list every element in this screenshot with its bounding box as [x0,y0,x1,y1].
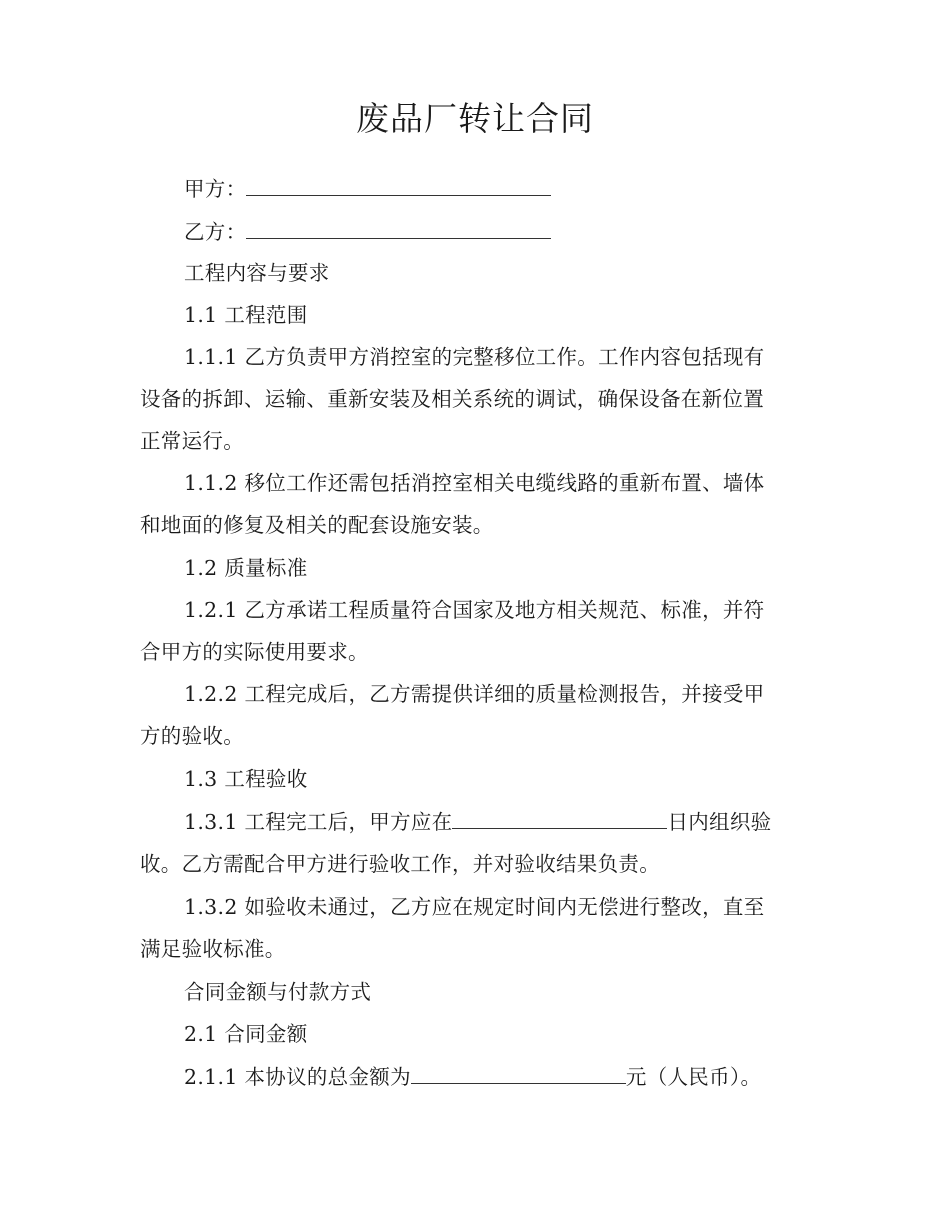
clause-1-3-2-line2: 满足验收标准。 [140,937,286,961]
clause-1-3-2-line1: 1.3.2 如验收未通过，乙方应在规定时间内无偿进行整改，直至 [184,895,765,919]
clause-1-1-2-line2: 和地面的修复及相关的配套设施安装。 [140,513,494,537]
clause-1-3-1-suffix: 日内组织验 [667,810,772,834]
clause-2-1-1-line1 [184,1063,761,1091]
section-1-3-heading: 1.3 工程验收 [184,767,308,791]
total-amount-blank[interactable] [411,1063,626,1084]
section-1-2-heading: 1.2 质量标准 [184,556,308,580]
section-2-heading: 合同金额与付款方式 [184,980,372,1004]
party-b-blank[interactable] [246,218,551,239]
clause-2-1-1-prefix: 2.1.1 本协议的总金额为 [184,1065,411,1089]
section-1-1-heading: 1.1 工程范围 [184,303,308,327]
clause-1-2-1-line1: 1.2.1 乙方承诺工程质量符合国家及地方相关规范、标准，并符 [184,598,765,622]
clause-1-3-1-line2: 收。乙方需配合甲方进行验收工作，并对验收结果负责。 [140,852,660,876]
party-a-line [184,175,551,203]
clause-1-3-1-prefix: 1.3.1 工程完工后，甲方应在 [184,810,453,834]
clause-1-2-2-line2: 方的验收。 [140,724,244,748]
section-1-heading: 工程内容与要求 [184,261,330,285]
clause-1-2-1-line2: 合甲方的实际使用要求。 [140,640,369,664]
clause-1-3-1-line1 [184,808,771,836]
clause-1-1-1-line1: 1.1.1 乙方负责甲方消控室的完整移位工作。工作内容包括现有 [184,345,765,369]
party-b-line [184,218,551,246]
document-title: 废品厂转让合同 [356,99,594,138]
clause-1-1-1-line2: 设备的拆卸、运输、重新安装及相关系统的调试，确保设备在新位置 [140,387,764,411]
party-b-label: 乙方： [184,220,247,244]
clause-2-1-1-suffix: 元（人民币）。 [625,1065,762,1089]
acceptance-days-blank[interactable] [452,808,667,829]
clause-1-1-2-line1: 1.1.2 移位工作还需包括消控室相关电缆线路的重新布置、墙体 [184,471,765,495]
party-a-blank[interactable] [246,175,551,196]
party-a-label: 甲方： [184,177,247,201]
clause-1-2-2-line1: 1.2.2 工程完成后，乙方需提供详细的质量检测报告，并接受甲 [184,682,765,706]
clause-1-1-1-line3: 正常运行。 [140,429,244,453]
section-2-1-heading: 2.1 合同金额 [184,1022,308,1046]
